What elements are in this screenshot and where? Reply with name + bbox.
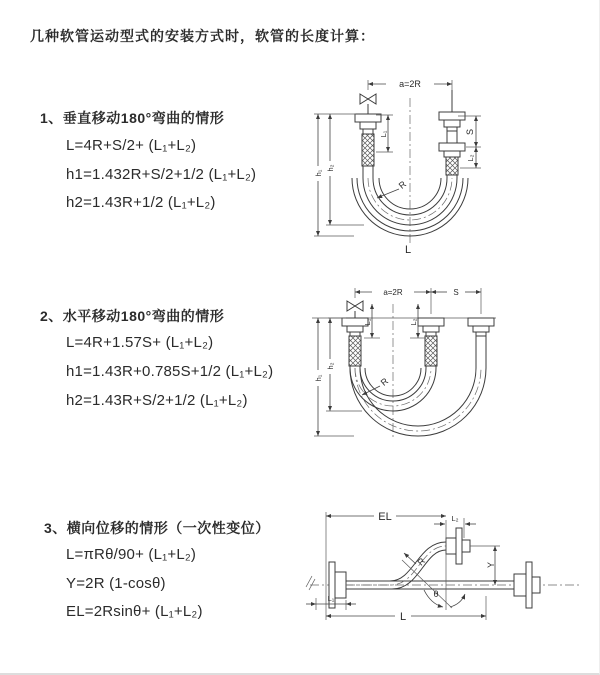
angle-theta-label: θ [433,589,439,599]
section-3-formula-Y: Y=2R (1-cosθ) [66,575,166,592]
diagram-horizontal-move-180-bend [298,278,595,473]
section-2-formula-h2: h2=1.43R+S/2+1/2 (L₁+L₂) [66,392,248,409]
section-3-formula-EL: EL=2Rsinθ+ (L₁+L₂) [66,603,203,620]
braided-section-middle [425,336,437,366]
left-hose-wall [363,166,373,178]
right-fitting-moved [468,318,494,368]
radius-callout [377,179,409,198]
valve-icon [360,94,376,114]
dim-label-l1: L₁ [379,130,388,138]
dim-label-l1: L₁ [327,594,335,603]
dim-label-l: L [399,611,407,623]
middle-fitting [418,318,444,336]
dim-l1 [363,304,380,338]
radius-label: R [415,555,428,568]
dim-label-a2r: a=2R [383,288,403,297]
braided-section-left [349,336,361,366]
centerline [306,576,582,590]
left-fitting [355,114,381,134]
valve-icon [347,301,363,318]
displaced-hose [346,542,446,589]
dim-label-h2: h₂ [326,362,335,370]
dim-label-y: Y [486,561,496,569]
dim-label-h2: h₂ [326,164,335,172]
u-bend-arcs-moved [350,368,486,436]
dim-label-el: EL [378,511,392,523]
radius-label: R [396,178,409,191]
dim-label-a2r: a=2R [399,79,421,89]
dim-label-h1: h₁ [314,374,323,382]
page-title: 几种软管运动型式的安装方式时，软管的长度计算： [30,28,375,44]
dim-label-l2: L₂ [451,514,459,523]
upper-flange-displaced [446,528,470,564]
dim-label-l2: L₂ [466,154,475,162]
dim-a2r [368,79,452,90]
dim-label-l2: L₂ [409,318,418,326]
section-2-formula-L: L=4R+1.57S+ (L₁+L₂) [66,334,214,351]
braided-section-left [362,134,374,166]
section-1-heading: 1、垂直移动180°弯曲的情形 [40,110,225,126]
section-1-formula-h2: h2=1.43R+1/2 (L₁+L₂) [66,194,216,211]
right-fitting-lower [439,143,465,157]
braided-section-right [446,157,458,175]
diagram-lateral-displacement [298,498,595,653]
right-fitting-upper [439,90,465,143]
section-3-heading: 3、横向位移的情形（一次性变位） [44,520,270,536]
section-1-formula-L: L=4R+S/2+ (L₁+L₂) [66,137,197,154]
dim-l [326,596,486,623]
radius-label: R [378,375,391,388]
dim-h1-h2 [314,114,364,236]
right-flange-original [514,562,540,608]
dim-l2 [434,514,476,538]
dim-y [470,546,500,585]
dim-label-l1: L₁ [363,318,372,326]
radius-callout [362,376,391,395]
length-label: L [404,244,412,256]
section-3-formula-L: L=πRθ/90+ (L₁+L₂) [66,546,197,563]
section-2-heading: 2、水平移动180°弯曲的情形 [40,308,225,324]
section-2-formula-h1: h1=1.43R+0.785S+1/2 (L₁+L₂) [66,363,274,380]
diagram-vertical-move-180-bend [300,68,590,263]
dim-label-h1: h₁ [314,169,323,177]
dim-label-s: S [465,128,475,136]
dim-label-s: S [453,288,459,297]
dim-s [458,116,481,168]
section-1-formula-h1: h1=1.432R+S/2+1/2 (L₁+L₂) [66,166,257,183]
centerline-break-mark [306,576,315,590]
